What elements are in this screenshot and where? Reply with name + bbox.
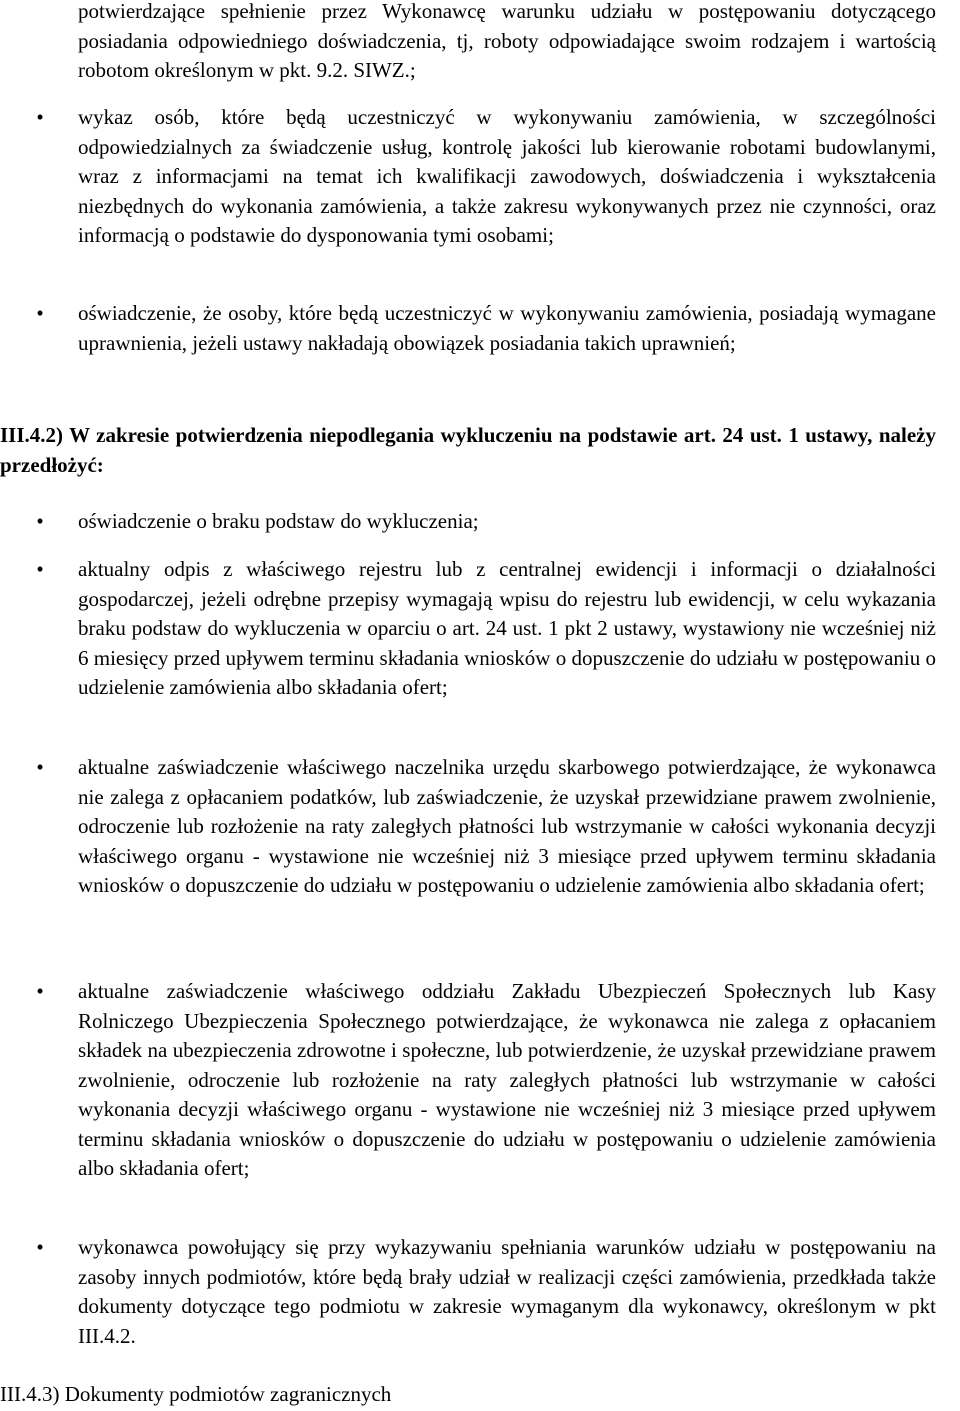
list-item-text: wykaz osób, które będą uczestniczyć w wykonywaniu zamówienia, w szczególności odpowiedzialnych za świadczenie usług, kontrolę jakości lub kierowanie robotami budowlanymi, wraz z informacjami na temat ich kwalifikacji zawodowych, doświadczenia i wykształcenia niezbędnych do wykonania zamówienia, a także zakresu wykonywanych przez nie czynności, oraz informacją o podstawie do dysponowania tymi osobami; [78,105,936,247]
list-item-text: wykonawca powołujący się przy wykazywaniu spełniania warunków udziału w postępowaniu na zasoby innych podmiotów, które będą brały udział w realizacji części zamówienia, przedkłada także dokumenty dotyczące tego podmiotu w zakresie wymaganym dla wykonawcy, określonym w pkt III.4.2. [78,1235,936,1348]
list-item [36,977,936,1184]
list-item [36,103,936,251]
bullet-icon: • [36,557,44,581]
list-item [36,753,936,901]
list-item-text: oświadczenie, że osoby, które będą uczestniczyć w wykonywaniu zamówienia, posiadają wymagane uprawnienia, jeżeli ustawy nakładają obowiązek posiadania takich uprawnień; [78,301,936,355]
bullet-icon: • [36,301,44,325]
list-item [36,1233,936,1351]
bullet-icon: • [36,105,44,129]
list-item [36,507,936,537]
bullet-icon: • [36,979,44,1003]
bullet-icon: • [36,1235,44,1259]
intro-paragraph: potwierdzające spełnienie przez Wykonawcę warunku udziału w postępowaniu dotyczącego posiadania odpowiedniego doświadczenia, tj, roboty odpowiadające swoim rodzajem i wartością robotom określonym w pkt. 9.2. SIWZ.; [78,0,936,82]
bullet-icon: • [36,509,44,533]
section-heading: III.4.2) W zakresie potwierdzenia niepodlegania wykluczeniu na podstawie art. 24 ust. 1 ustawy, należy przedłożyć: [0,423,936,477]
list-item-text: aktualne zaświadczenie właściwego oddziału Zakładu Ubezpieczeń Społecznych lub Kasy Rolniczego Ubezpieczenia Społecznego potwierdzające, że wykonawca nie zalega z opłacaniem składek na ubezpieczenia zdrowotne i społeczne, lub potwierdzenie, że uzyskał przewidziane prawem zwolnienie, odroczenie lub rozłożenie na raty zaległych płatności lub wstrzymanie w całości wykonania decyzji właściwego organu - wystawione nie wcześniej niż 3 miesiące przed upływem terminu składania wniosków o dopuszczenie do udziału w postępowaniu o udzielenie zamówienia albo składania ofert; [78,979,936,1180]
list-item [36,299,936,358]
list-item-text: aktualne zaświadczenie właściwego naczelnika urzędu skarbowego potwierdzające, że wykonawca nie zalega z opłacaniem podatków, lub zaświadczenie, że uzyskał przewidziane prawem zwolnienie, odroczenie lub rozłożenie na raty zaległych płatności lub wstrzymanie w całości wykonania decyzji właściwego organu - wystawione nie wcześniej niż 3 miesiące przed upływem terminu składania wniosków o dopuszczenie do udziału w postępowaniu o udzielenie zamówienia albo składania ofert; [78,755,936,897]
bullet-icon: • [36,755,44,779]
subsection-heading: III.4.3) Dokumenty podmiotów zagranicznych [0,1382,392,1406]
list-item-text: aktualny odpis z właściwego rejestru lub z centralnej ewidencji i informacji o działalności gospodarczej, jeżeli odrębne przepisy wymagają wpisu do rejestru lub ewidencji, w celu wykazania braku podstaw do wykluczenia w oparciu o art. 24 ust. 1 pkt 2 ustawy, wystawiony nie wcześniej niż 6 miesięcy przed upływem terminu składania wniosków o dopuszczenie do udziału w postępowaniu o udzielenie zamówienia albo składania ofert; [78,557,936,699]
list-item [36,555,936,703]
list-item-text: oświadczenie o braku podstaw do wykluczenia; [78,509,479,533]
